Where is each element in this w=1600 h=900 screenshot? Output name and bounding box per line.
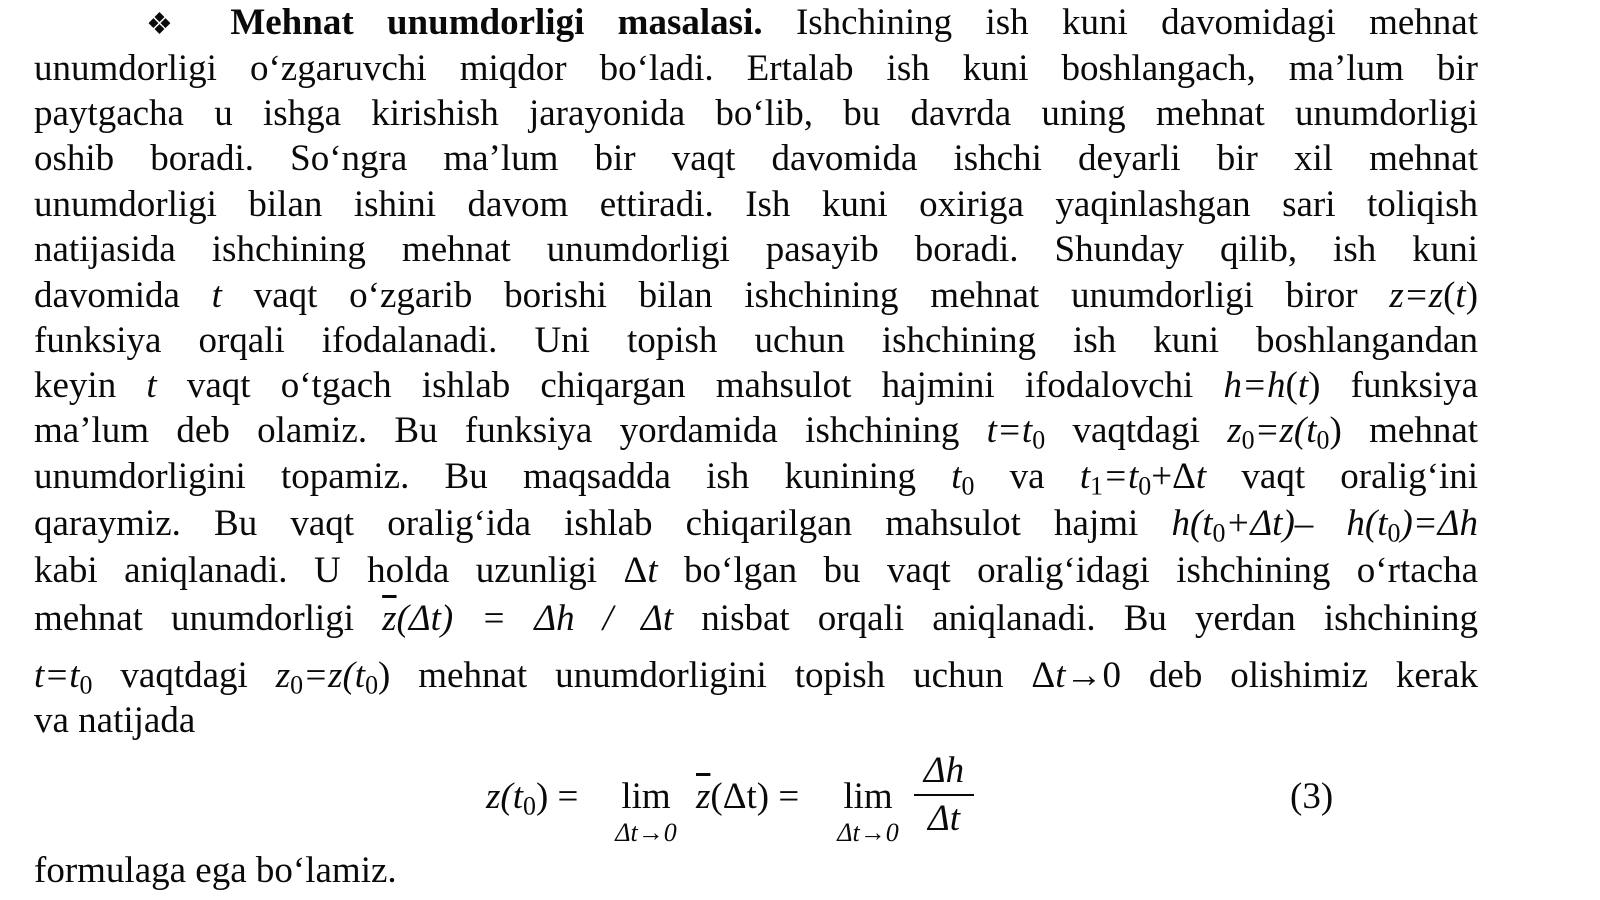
math-var: t	[647, 550, 658, 591]
text-run: bo‘lgan bu vaqt oralig‘idagi ishchining o‘rtacha	[684, 550, 1478, 591]
math-var: t=t	[986, 410, 1033, 451]
text-run: ma’lum deb olamiz. Bu funksiya yordamida ishchining	[34, 410, 960, 451]
math-subscript: 0	[1316, 425, 1330, 455]
paragraph-line-11	[34, 454, 1478, 499]
math-var: =z(t	[1254, 410, 1317, 451]
math-var: t	[211, 275, 222, 316]
paragraph-line-9	[34, 363, 1478, 408]
paragraph-line-13	[34, 548, 1478, 593]
math-subscript: 0	[290, 670, 304, 700]
math-var-overline: $\overline{z}$	[696, 776, 711, 817]
fraction-denominator: Δt	[928, 798, 960, 839]
math-expr	[986, 410, 1046, 455]
math-var: )=Δh	[1400, 503, 1478, 544]
math-var: t	[1455, 275, 1466, 316]
math-expr	[1171, 503, 1478, 548]
math-var: h=h	[1223, 365, 1286, 406]
math-subscript: 0	[1387, 518, 1401, 548]
text-run: vaqt oralig‘ini	[1241, 456, 1478, 497]
lim-subscript: Δt→0	[837, 818, 899, 847]
lim-subscript: Δt→0	[615, 818, 677, 847]
fraction-numerator: Δh	[923, 750, 965, 791]
text-run: davomida	[34, 275, 180, 316]
math-var-overline: $\overline{z}$	[382, 598, 397, 639]
display-formula	[34, 748, 1478, 848]
text-run: va	[1009, 456, 1045, 497]
math-expr	[382, 598, 673, 639]
math-var: z	[275, 655, 291, 696]
paragraph-line-16: va natijada	[34, 700, 196, 741]
formula-lhs	[486, 774, 578, 819]
math-subscript: 0	[1212, 518, 1226, 548]
math-var: =t	[1103, 456, 1139, 497]
math-var: t	[146, 365, 157, 406]
equation-number: (3)	[1290, 776, 1334, 817]
math-expr	[1224, 365, 1321, 406]
paragraph-line-4: oshib boradi. So‘ngra ma’lum bir vaqt davomida ishchi deyarli bir xil mehnat	[34, 138, 1478, 179]
math-var: =z(t	[303, 655, 366, 696]
paragraph-line-15	[34, 653, 1478, 698]
paragraph-line-5: unumdorligi bilan ishini davom ettiradi. Ish kuni oxiriga yaqinlashgan sari toliqish	[34, 184, 1478, 225]
math-var: t	[951, 456, 962, 497]
section-title: Mehnat unumdorligi masalasi.	[230, 2, 763, 43]
text-run: vaqt o‘tgach ishlab chiqargan mahsulot hajmini ifodalovchi	[186, 365, 1194, 406]
math-subscript: 0	[1138, 471, 1152, 501]
paragraph-line-8: funksiya orqali ifodalanadi. Uni topish uchun ishchining ish kuni boshlangandan	[34, 320, 1478, 361]
fraction-bar	[914, 794, 974, 796]
math-expr	[1079, 456, 1207, 501]
math-var: t	[1195, 456, 1207, 497]
math-subscript: 0	[961, 471, 975, 501]
diamond-bullet-icon: ❖	[146, 8, 197, 41]
math-symbol: )	[1308, 365, 1321, 406]
text-run: unumdorligini topamiz. Bu maqsadda ish kunining	[34, 456, 917, 497]
math-expr	[1227, 410, 1479, 455]
text-run: ) mehnat	[1329, 410, 1479, 451]
math-var: t=t	[34, 655, 80, 696]
text-run: qaraymiz. Bu vaqt oralig‘ida ishlab chiqarilgan mahsulot hajmi	[34, 503, 1139, 544]
math-expr	[275, 655, 1479, 700]
math-subscript: 0	[365, 670, 379, 700]
math-var: t	[1297, 365, 1309, 406]
text-run: vaqtdagi	[120, 655, 248, 696]
text-run: Ishchining ish kuni davomidagi mehnat	[795, 2, 1478, 43]
math-symbol: (Δt) =	[710, 776, 800, 817]
text-run: funksiya	[1350, 365, 1479, 406]
text-run: →0 deb olishimiz kerak	[1065, 655, 1479, 696]
math-symbol: (	[1443, 275, 1456, 316]
lim-word: lim	[621, 776, 671, 817]
lim-word: lim	[843, 776, 893, 817]
paragraph-line-12	[34, 501, 1478, 546]
limit-operator-2	[828, 774, 908, 847]
math-symbol: )	[1465, 275, 1479, 316]
text-run: vaqt o‘zgarib borishi bilan ishchining mehnat unumdorligi biror	[253, 275, 1358, 316]
math-var: z(t	[486, 776, 523, 817]
text-run: ) mehnat unumdorligini topish uchun Δ	[378, 655, 1056, 696]
math-symbol: (	[1285, 365, 1298, 406]
formula-middle	[696, 774, 799, 819]
math-var: t	[1079, 456, 1091, 497]
text-run: mehnat unumdorligi	[34, 598, 354, 639]
paragraph-line-14	[34, 596, 1478, 641]
math-symbol: +Δ	[1151, 456, 1196, 497]
text-run: vaqtdagi	[1072, 410, 1200, 451]
math-subscript: 0	[1032, 425, 1046, 455]
math-var: +Δt)– h(t	[1225, 503, 1388, 544]
paragraph-line-2: unumdorligi o‘zgaruvchi miqdor bo‘ladi. Ertalab ish kuni boshlangach, ma’lum bir	[34, 48, 1478, 89]
paragraph-line-1	[34, 0, 1478, 47]
math-subscript: 0	[523, 791, 536, 821]
closing-line: formulaga ega bo‘lamiz.	[34, 850, 397, 891]
paragraph-line-6: natijasida ishchining mehnat unumdorligi pasayib boradi. Shunday qilib, ish kuni	[34, 229, 1478, 270]
text-run: kabi aniqlanadi. U holda uzunligi Δ	[34, 550, 648, 591]
text-run: keyin	[34, 365, 117, 406]
math-var: t	[1055, 655, 1066, 696]
math-expr	[951, 456, 975, 501]
math-subscript: 0	[1241, 425, 1255, 455]
math-var: z=z	[1389, 275, 1444, 316]
math-expr	[1389, 275, 1478, 316]
math-symbol: ) =	[535, 776, 579, 817]
math-subscript: 0	[79, 670, 93, 700]
math-var: h(t	[1171, 503, 1213, 544]
math-subscript: 1	[1090, 471, 1104, 501]
math-var: (Δt) = Δh / Δt	[396, 598, 674, 639]
limit-operator-1	[606, 774, 686, 847]
paragraph-line-7	[34, 273, 1478, 318]
fraction	[914, 750, 974, 840]
math-var: z	[1227, 410, 1242, 451]
paragraph-line-10	[34, 408, 1478, 453]
text-run: nisbat orqali aniqlanadi. Bu yerdan ishchining	[701, 598, 1479, 639]
math-expr	[34, 655, 93, 700]
paragraph-line-3: paytgacha u ishga kirishish jarayonida bo‘lib, bu davrda uning mehnat unumdorligi	[34, 93, 1478, 134]
